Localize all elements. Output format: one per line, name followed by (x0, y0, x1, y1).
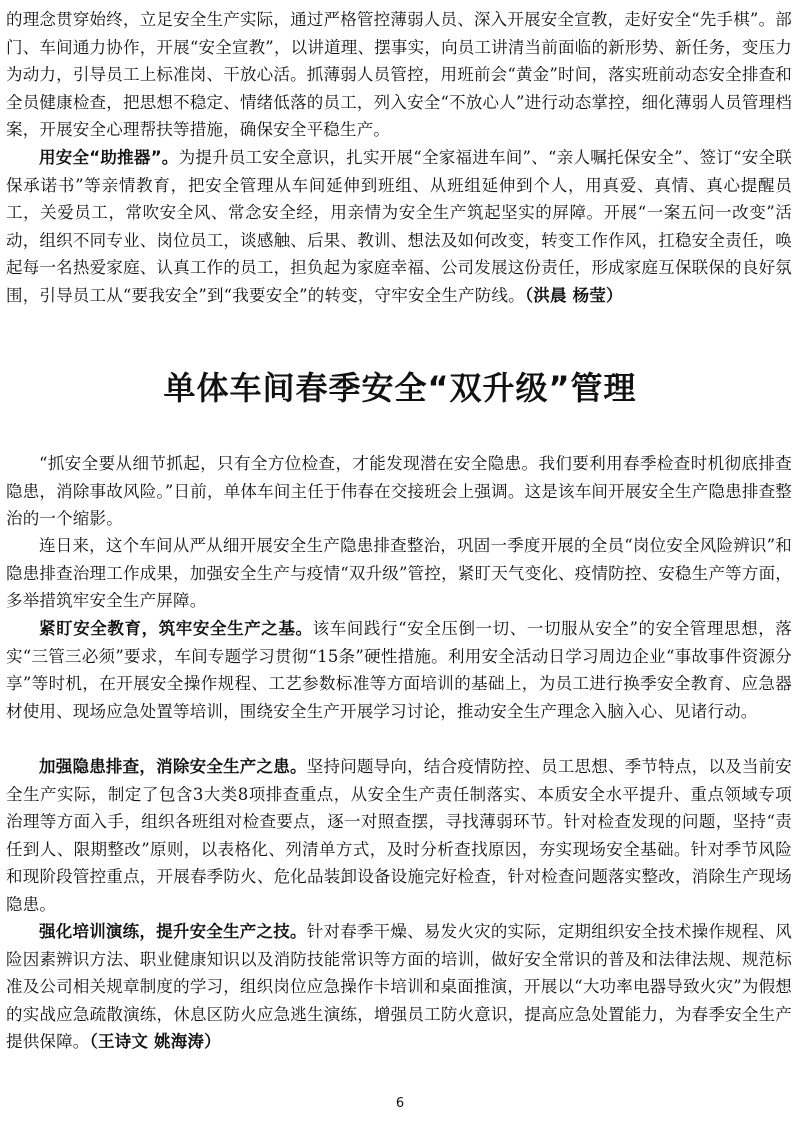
article2-paragraph-overview (6, 532, 792, 615)
author-credit: （洪晨 杨莹） (524, 285, 623, 305)
article2-paragraph-education (6, 615, 792, 725)
paragraph-lead: 紧盯安全教育，筑牢安全生产之基。 (39, 619, 313, 638)
article2-paragraph-hazard-check (6, 753, 792, 919)
paragraph-text: 的理念贯穿始终，立足安全生产实际，通过严格管控薄弱人员、深入开展安全宣教，走好安全“先手棋”。部门、车间通力协作，开展“安全宣教”，以讲道理、摆事实，向员工讲清当前面临的新形势、新任务，变压力为动力，引导员工上标准岗、干放心活。抓薄弱人员管控，用班前会“黄金”时间，落实班前动态安全排查和全员健康检查，把思想不稳定、情绪低落的员工，列入安全“不放心人”进行动态掌控，细化薄弱人员管理档案，开展安全心理帮扶等措施，确保安全平稳生产。 (6, 10, 792, 140)
paragraph-text: 坚持问题导向，结合疫情防控、员工思想、季节特点，以及当前安全生产实际，制定了包含3大类8项排查重点，从安全生产责任制落实、本质安全水平提升、重点领域专项治理等方面入手，组织各班组对检查要点，逐一对照查摆，寻找薄弱环节。针对检查发现的问题，坚持“责任到人、限期整改”原则，以表格化、列清单方式，及时分析查找原因，夯实现场安全基础。针对季节风险和现阶段管控重点，开展春季防火、危化品装卸设备设施完好检查，针对检查问题落实整改，消除生产现场隐患。 (6, 757, 792, 914)
paragraph-text: “抓安全要从细节抓起，只有全方位检查，才能发现潜在安全隐患。我们要利用春季检查时机彻底排查隐患，消除事故风险。”日前，单体车间主任于伟春在交接班会上强调。这是该车间开展安全生产隐患排查整治的一个缩影。 (6, 454, 792, 529)
article-title: 单体车间春季安全“双升级”管理 (163, 369, 637, 407)
page-number: 6 (395, 1096, 405, 1111)
article1-paragraph-continued (6, 6, 792, 144)
paragraph-lead: 加强隐患排查，消除安全生产之患。 (39, 757, 307, 776)
article1-paragraph-safety-booster (6, 144, 792, 310)
paragraph-text: 针对春季干燥、易发火灾的实际，定期组织安全技术操作规程、风险因素辨识方法、职业健康知识以及消防技能常识等方面的培训，做好安全常识的普及和法律法规、规范标准及公司相关规章制度的学习，组织岗位应急操作卡培训和桌面推演，开展以“大功率电器导致火灾”为假想的实战应急疏散演练，休息区防火应急逃生演练，增强员工防火意识，提高应急处置能力，为春季安全生产提供保障。 (6, 922, 792, 1052)
author-credit: （王诗文 姚海涛） (89, 1032, 221, 1052)
paragraph-lead: 强化培训演练，提升安全生产之技。 (39, 922, 307, 941)
paragraph-lead: 用安全“助推器”。 (39, 148, 179, 167)
paragraph-text: 该车间践行“安全压倒一切、一切服从安全”的安全管理思想，落实“三管三必须”要求，车间专题学习贯彻“15条”硬性措施。利用安全活动日学习周边企业“事故事件资源分享”等时机，在开展安全操作规程、工艺参数标准等方面培训的基础上，为员工进行换季安全教育、应急器材使用、现场应急处置等培训，围绕安全生产开展学习讨论，推动安全生产理念入脑入心、见诸行动。 (6, 619, 792, 721)
paragraph-text: 连日来，这个车间从严从细开展安全生产隐患排查整治，巩固一季度开展的全员“岗位安全风险辨识”和隐患排查治理工作成果，加强安全生产与疫情“双升级”管控，紧盯天气变化、疫情防控、安稳生产等方面，多举措筑牢安全生产屏障。 (6, 536, 792, 611)
paragraph-text: 为提升员工安全意识，扎实开展“全家福进车间”、“亲人嘱托保安全”、签订“安全联保承诺书”等亲情教育，把安全管理从车间延伸到班组、从班组延伸到个人，用真爱、真情、真心提醒员工，关爱员工，常吹安全风、常念安全经，用亲情为安全生产筑起坚实的屏障。开展“一案五问一改变”活动，组织不同专业、岗位员工，谈感触、后果、教训、想法及如何改变，转变工作作风，扛稳安全责任，唤起每一名热爱家庭、认真工作的员工，担负起为家庭幸福、公司发展这份责任，形成家庭互保联保的良好氛围，引导员工从“要我安全”到“我要安全”的转变，守牢安全生产防线。 (6, 148, 792, 305)
article2-paragraph-training (6, 918, 792, 1056)
article2-paragraph-intro (6, 450, 792, 533)
